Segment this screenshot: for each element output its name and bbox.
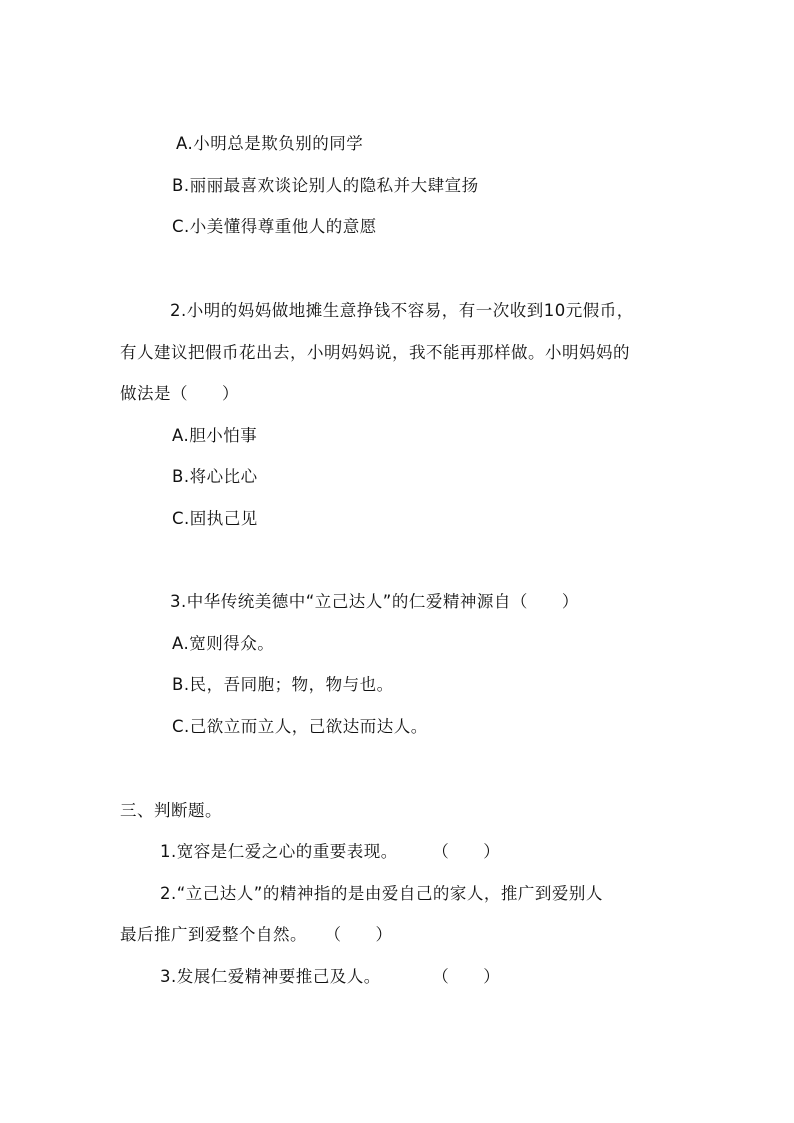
q3-option-b: B.民，吾同胞；物，物与也。 <box>172 675 394 694</box>
judge-item-2-line-1: 2.“立己达人”的精神指的是由爱自己的家人，推广到爱别人 <box>160 884 603 903</box>
q2-option-c: C.固执己见 <box>172 509 258 528</box>
q2-stem-line-3: 做法是（ ） <box>120 384 239 403</box>
q2-stem-line-2: 有人建议把假币花出去，小明妈妈说，我不能再那样做。小明妈妈的 <box>120 343 630 362</box>
judge-item-3: 3.发展仁爱精神要推己及人。 （ ） <box>160 967 501 986</box>
q1-option-a: A.小明总是欺负别的同学 <box>176 134 364 153</box>
q1-option-c: C.小美懂得尊重他人的意愿 <box>172 217 377 236</box>
q2-stem-line-1: 2.小明的妈妈做地摊生意挣钱不容易，有一次收到10元假币， <box>170 301 634 320</box>
q1-option-b: B.丽丽最喜欢谈论别人的隐私并大肆宣扬 <box>172 176 479 195</box>
q3-option-a: A.宽则得众。 <box>172 634 275 653</box>
q2-option-b: B.将心比心 <box>172 467 258 486</box>
judge-item-1: 1.宽容是仁爱之心的重要表现。 （ ） <box>160 842 501 861</box>
q3-option-c: C.己欲立而立人，己欲达而达人。 <box>172 717 428 736</box>
section-heading: 三、判断题。 <box>120 801 222 820</box>
q3-stem: 3.中华传统美德中“立己达人”的仁爱精神源自（ ） <box>170 592 579 611</box>
q2-option-a: A.胆小怕事 <box>172 426 258 445</box>
judge-item-2-line-2: 最后推广到爱整个自然。 （ ） <box>120 925 393 944</box>
